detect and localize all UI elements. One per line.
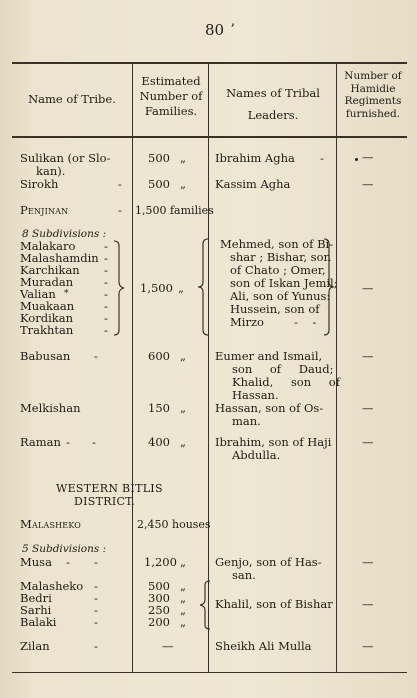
sub5-families: 500 bbox=[148, 579, 170, 593]
zilan-regiments: — bbox=[362, 639, 374, 653]
zilan-name: Zilan bbox=[20, 639, 50, 653]
penjinan-dash: - bbox=[118, 203, 122, 217]
sub8-families: 1,500 bbox=[140, 281, 173, 295]
musa-dash: - bbox=[66, 555, 70, 569]
babusan-families: 600 bbox=[148, 349, 170, 363]
sub5-item: Bedri bbox=[20, 591, 52, 605]
sub5-item: Sarhi bbox=[20, 603, 52, 617]
musa-leader-line: san. bbox=[232, 568, 256, 582]
malasheko-families: 2,450 houses bbox=[137, 518, 211, 531]
sirokh-leader: Kassim Agha bbox=[215, 177, 291, 191]
babusan-leader-line: Khalid, son of bbox=[232, 375, 340, 389]
sirokh-ditto: „ bbox=[180, 177, 186, 191]
raman-ditto: „ bbox=[180, 435, 186, 449]
melkishan-leader-line: Hassan, son of Os- bbox=[215, 401, 324, 415]
raman-regiments: — bbox=[362, 435, 374, 449]
sub8-item: Muradan bbox=[20, 275, 74, 289]
melkishan-leader-line: man. bbox=[232, 414, 261, 428]
malasheko-name: Malasheko bbox=[20, 517, 82, 531]
babusan-leader-line: son of Daud; bbox=[232, 362, 334, 376]
sub5-brace bbox=[198, 580, 212, 630]
sub8-leaders-brace bbox=[196, 238, 210, 336]
header-families: Estimated Number of Families. bbox=[139, 74, 203, 118]
sub8-leader-line: son of Iskan Jemil; bbox=[230, 276, 338, 290]
melkishan-name: Melkishan bbox=[20, 401, 81, 415]
page-number: 80 bbox=[205, 21, 225, 39]
musa-dash: - bbox=[94, 555, 98, 569]
raman-dash: - bbox=[66, 435, 70, 449]
subdivisions-8-label: 8 Subdivisions : bbox=[22, 228, 107, 240]
sulikan-regiments: — bbox=[362, 150, 374, 164]
sub8-item: Malakaro bbox=[20, 239, 76, 253]
babusan-regiments: — bbox=[362, 349, 374, 363]
table-bottom-rule bbox=[12, 672, 407, 673]
babusan-dash: - bbox=[94, 349, 98, 363]
sub5-item: Malasheko bbox=[20, 579, 84, 593]
sub8-leader-line: Mehmed, son of Bi- bbox=[220, 237, 334, 251]
sub8-item: Trakhtan bbox=[20, 323, 74, 337]
melkishan-ditto: „ bbox=[180, 401, 186, 415]
sub8-item: Malashamdin bbox=[20, 251, 99, 265]
header-leaders: Names of Tribal Leaders. bbox=[226, 86, 320, 122]
header-name-of-tribe: Name of Tribe. bbox=[28, 92, 116, 106]
sub8-leaders-brace-right bbox=[322, 238, 336, 336]
babusan-leader-line: Eumer and Ismail, bbox=[215, 349, 323, 363]
babusan-leader-line: Hassan. bbox=[232, 388, 279, 402]
musa-ditto: „ bbox=[180, 555, 186, 569]
musa-families: 1,200 bbox=[144, 555, 177, 569]
table-header-rule bbox=[12, 136, 407, 138]
penjinan-name: Penjinan bbox=[20, 203, 69, 217]
raman-name: Raman bbox=[20, 435, 61, 449]
sulikan-reg-dot bbox=[355, 158, 358, 161]
table-top-rule bbox=[12, 62, 407, 64]
sub8-item: Karchikan bbox=[20, 263, 80, 277]
sub5-dashes: - - - - bbox=[94, 579, 98, 629]
sub8-leader-dashes: - - bbox=[294, 315, 317, 329]
sub8-leader-line: Ali, son of Yunus: bbox=[230, 289, 331, 303]
sub8-item: Kordikan bbox=[20, 311, 73, 325]
sub5-ditto: „ bbox=[180, 615, 186, 629]
melkishan-regiments: — bbox=[362, 401, 374, 415]
sub8-leader-line: Hussein, son of bbox=[230, 302, 320, 316]
sub8-item: Muakaan bbox=[20, 299, 75, 313]
sub5-leader: Khalil, son of Bishar bbox=[215, 597, 333, 611]
sulikan-dash: - bbox=[320, 151, 324, 165]
zilan-leader: Sheikh Ali Mulla bbox=[215, 639, 312, 653]
section-title: WESTERN BITLIS bbox=[56, 482, 163, 495]
babusan-name: Babusan bbox=[20, 349, 71, 363]
musa-regiments: — bbox=[362, 555, 374, 569]
zilan-families: — bbox=[162, 639, 174, 653]
sub5-families: 200 bbox=[148, 615, 170, 629]
subdivisions-5-label: 5 Subdivisions : bbox=[22, 543, 107, 555]
sulikan-name: Sulikan (or Slo- bbox=[20, 151, 111, 165]
raman-dash: - bbox=[92, 435, 96, 449]
sub8-ditto: „ bbox=[178, 281, 184, 295]
sulikan-families: 500 bbox=[148, 151, 170, 165]
sub8-regiments: — bbox=[362, 281, 374, 295]
col-divider-3 bbox=[336, 63, 337, 673]
sub5-ditto: „ bbox=[180, 603, 186, 617]
sub8-bracket bbox=[112, 240, 126, 336]
sirokh-regiments: — bbox=[362, 177, 374, 191]
valian-asterisk: * bbox=[64, 289, 69, 299]
sub5-families: 250 bbox=[148, 603, 170, 617]
col-divider-1 bbox=[132, 63, 133, 673]
babusan-ditto: „ bbox=[180, 349, 186, 363]
sub8-item: Valian bbox=[20, 287, 56, 301]
musa-name: Musa bbox=[20, 555, 52, 569]
sulikan-leader: Ibrahim Agha bbox=[215, 151, 295, 165]
raman-leader-line: Ibrahim, son of Haji bbox=[215, 435, 332, 449]
page-mark: ʼ bbox=[230, 22, 235, 38]
sirokh-name: Sirokh bbox=[20, 177, 59, 191]
zilan-dash: - bbox=[94, 639, 98, 653]
sulikan-name-cont: kan). bbox=[36, 164, 66, 178]
sub8-leader-line: shar ; Bishar, son bbox=[230, 250, 331, 264]
header-regiments: Number of Hamidie Regiments furnished. bbox=[344, 70, 402, 120]
sub5-ditto: „ bbox=[180, 591, 186, 605]
penjinan-families: 1,500 families bbox=[135, 204, 214, 217]
section-title: DISTRICT. bbox=[74, 495, 135, 508]
musa-leader-line: Genjo, son of Has- bbox=[215, 555, 322, 569]
raman-families: 400 bbox=[148, 435, 170, 449]
sub8-leader-line: of Chato ; Omer, bbox=[230, 263, 326, 277]
sub5-families: 300 bbox=[148, 591, 170, 605]
sulikan-ditto: „ bbox=[180, 151, 186, 165]
sub5-regiments: — bbox=[362, 597, 374, 611]
sub5-ditto: „ bbox=[180, 579, 186, 593]
raman-leader-line: Abdulla. bbox=[232, 448, 281, 462]
sub5-item: Balaki bbox=[20, 615, 57, 629]
melkishan-families: 150 bbox=[148, 401, 170, 415]
sub8-leader-line: Mirzo bbox=[230, 315, 264, 329]
sub8-dashes: - - - - - - - - bbox=[104, 239, 108, 337]
sirokh-families: 500 bbox=[148, 177, 170, 191]
sirokh-dash: - bbox=[118, 177, 122, 191]
